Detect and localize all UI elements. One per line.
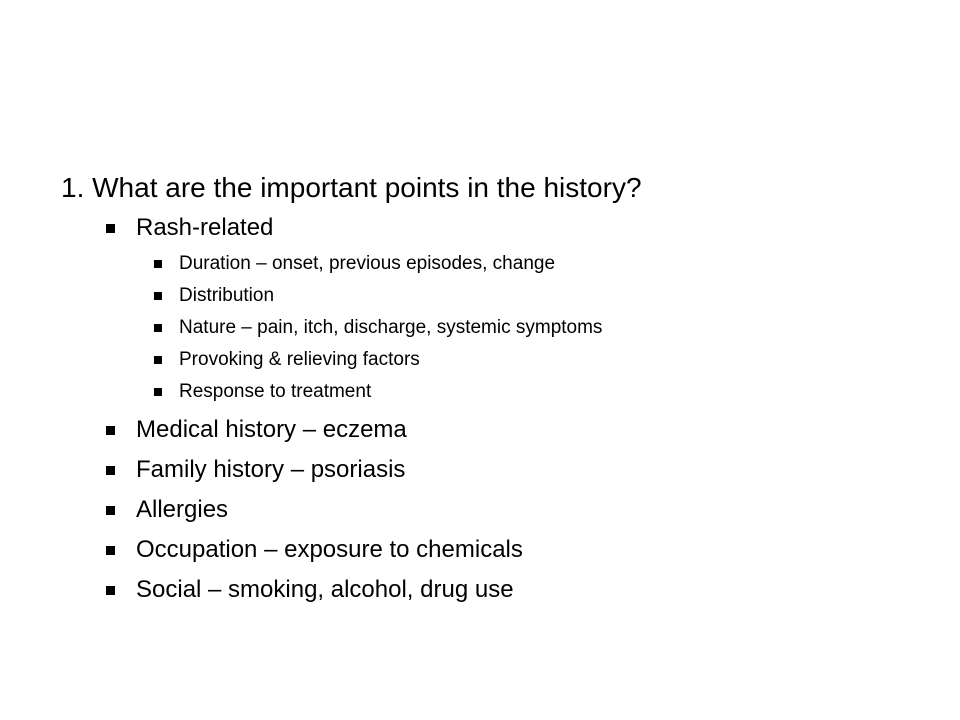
sub-list-item-label: Distribution	[179, 285, 275, 306]
list-item-allergies	[61, 496, 921, 524]
sub-list-item-label: Provoking & relieving factors	[179, 349, 420, 370]
slide-content	[61, 170, 921, 616]
sub-list-item-label: Duration – onset, previous episodes, change	[179, 253, 556, 274]
list-item-label: Rash-related	[136, 214, 274, 241]
sub-list-item	[136, 348, 921, 372]
sub-list-item	[136, 252, 921, 276]
square-bullet-icon	[154, 324, 162, 332]
sub-list-item	[136, 380, 921, 404]
list-item-social	[61, 576, 921, 604]
list-item-label: Social – smoking, alcohol, drug use	[136, 576, 514, 603]
square-bullet-icon	[154, 356, 162, 364]
list-item-label: Occupation – exposure to chemicals	[136, 536, 523, 563]
square-bullet-icon	[154, 292, 162, 300]
square-bullet-icon	[106, 506, 115, 515]
list-item-family-history	[61, 456, 921, 484]
list-item-label: Allergies	[136, 496, 229, 523]
list-item-occupation	[61, 536, 921, 564]
square-bullet-icon	[106, 224, 115, 233]
sub-list-item	[136, 284, 921, 308]
square-bullet-icon	[106, 426, 115, 435]
list-item-medical-history	[61, 416, 921, 444]
bullet-list	[61, 214, 921, 604]
slide-heading: 1. What are the important points in the history?	[61, 172, 642, 203]
list-item-label: Medical history – eczema	[136, 416, 407, 443]
square-bullet-icon	[106, 586, 115, 595]
square-bullet-icon	[154, 260, 162, 268]
sub-list-item	[136, 316, 921, 340]
square-bullet-icon	[154, 388, 162, 396]
list-item-rash-related	[61, 214, 921, 404]
square-bullet-icon	[106, 466, 115, 475]
sub-list-item-label: Nature – pain, itch, discharge, systemic symptoms	[179, 317, 603, 338]
list-item-label: Family history – psoriasis	[136, 456, 406, 483]
sub-list-item-label: Response to treatment	[179, 381, 372, 402]
sub-bullet-list	[136, 252, 921, 404]
square-bullet-icon	[106, 546, 115, 555]
